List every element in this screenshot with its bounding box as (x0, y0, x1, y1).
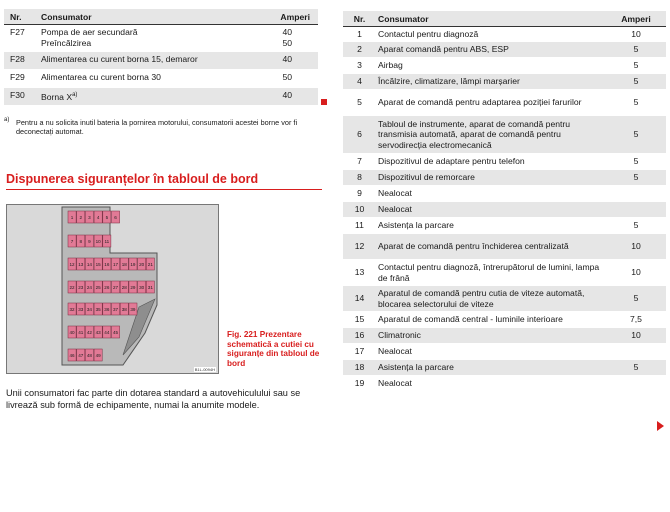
fuse-number-label: 12 (69, 262, 75, 267)
fuse-description: Nealocat (376, 376, 606, 392)
fuse-description-line: Pompa de aer secundară (41, 27, 138, 37)
fuse-description: Aparatul de comandă central - luminile interioare (376, 312, 606, 328)
fuse-number: 5 (343, 90, 376, 116)
header-amperes: Amperi (254, 9, 318, 25)
fuse-number: 15 (343, 312, 376, 328)
fuse-number-label: 10 (95, 239, 101, 244)
fuse-number: 3 (343, 58, 376, 74)
header-amperes: Amperi (606, 11, 666, 27)
table-row (343, 74, 666, 90)
fuse-number-label: 18 (121, 262, 127, 267)
table-row (343, 202, 666, 218)
table-row (343, 186, 666, 202)
fuse-amperes: 10 (606, 260, 666, 286)
fuse-description: Tabloul de instrumente, aparat de comandă pentru transmisia automată, aparat de comandă pentru servodirecția electromecanică (376, 116, 606, 154)
fuse-code: F29 (4, 70, 41, 88)
fuse-number-label: 2 (79, 215, 83, 220)
fuse-number: 6 (343, 116, 376, 154)
fuse-amperes: 50 (254, 70, 318, 88)
fuse-number-label: 35 (95, 307, 101, 312)
fuse-number-label: 17 (112, 262, 119, 267)
fuse-number-label: 39 (130, 307, 136, 312)
fuse-amperes: 5 (606, 42, 666, 58)
fuse-description: Aparat de comandă pentru închiderea centralizată (376, 234, 606, 260)
table-row (343, 376, 666, 392)
fuse-amperes: 5 (606, 58, 666, 74)
fuse-number-label: 45 (112, 330, 119, 335)
fuse-number-label: 34 (86, 307, 93, 312)
fuse-number: 10 (343, 202, 376, 218)
fuse-description: Contactul pentru diagnoză (376, 27, 606, 42)
fuse-number: 16 (343, 328, 376, 344)
fuse-number-label: 36 (104, 307, 110, 312)
fuse-amperes: 10 (606, 27, 666, 42)
fuse-number: 2 (343, 42, 376, 58)
fuse-number-label: 33 (78, 307, 84, 312)
fuse-description-line: Borna X (41, 91, 73, 102)
fuse-amperes: 10 (606, 328, 666, 344)
fuse-number-label: 41 (78, 330, 84, 335)
table-row (4, 25, 318, 52)
fuse-description: Aparat de comandă pentru adaptarea poziției farurilor (376, 90, 606, 116)
right-fuse-table (343, 11, 666, 392)
fuse-description: Contactul pentru diagnoză, întrerupătorul de lumini, lampa de frână (376, 260, 606, 286)
fuse-description: Aparatul de comandă pentru cutia de viteze automată, blocarea selectorului de viteze (376, 286, 606, 312)
fuse-number: 19 (343, 376, 376, 392)
fuse-amperes: 10 (606, 234, 666, 260)
fuse-box-diagram (7, 205, 218, 373)
fuse-number: 17 (343, 344, 376, 360)
fuse-number-label: 27 (112, 285, 119, 290)
fuse-number-label: 43 (95, 330, 101, 335)
header-nr: Nr. (343, 11, 376, 27)
fuse-description: Aparat comandă pentru ABS, ESP (376, 42, 606, 58)
header-nr: Nr. (4, 9, 41, 25)
fuse-number-label: 6 (114, 215, 117, 220)
table-row (343, 90, 666, 116)
fuse-amperes: 7,5 (606, 312, 666, 328)
fuse-number: 13 (343, 260, 376, 286)
fuse-number-label: 1 (70, 215, 74, 220)
fuse-amperes (606, 344, 666, 360)
amperes-value: 50 (282, 37, 292, 48)
fuse-number: 9 (343, 186, 376, 202)
fuse-description: Alimentarea cu curent borna 15, demaror (41, 52, 254, 70)
fuse-amperes: 5 (606, 90, 666, 116)
table-row (343, 260, 666, 286)
fuse-description-line: Preîncălzirea (41, 37, 92, 48)
fuse-number-label: 3 (88, 215, 91, 220)
fuse-amperes (606, 202, 666, 218)
table-row (343, 218, 666, 234)
table-row (4, 52, 318, 70)
fuse-description: Asistența la parcare (376, 218, 606, 234)
table-row (343, 154, 666, 170)
fuse-number-label: 49 (95, 353, 101, 358)
amperes-value: 40 (282, 27, 292, 37)
table-row (4, 88, 318, 106)
table-row (343, 27, 666, 42)
table-row (343, 170, 666, 186)
fuse-description: Dispozitivul de adaptare pentru telefon (376, 154, 606, 170)
fuse-number-label: 47 (78, 353, 84, 358)
table-row (343, 344, 666, 360)
fuse-number-label: 19 (130, 262, 136, 267)
fuse-amperes: 5 (606, 360, 666, 376)
fuse-number-label: 32 (69, 307, 75, 312)
table-row (343, 328, 666, 344)
fuse-number-label: 38 (121, 307, 127, 312)
fuse-number: 12 (343, 234, 376, 260)
fuse-amperes: 5 (606, 286, 666, 312)
fuse-number-label: 5 (105, 215, 109, 220)
fuse-number-label: 42 (86, 330, 93, 335)
footnote (4, 118, 322, 136)
fuse-code: F27 (4, 25, 41, 52)
table-row (343, 312, 666, 328)
fuse-description: Nealocat (376, 186, 606, 202)
fuse-number-label: 37 (112, 307, 119, 312)
fuse-box-figure (6, 204, 219, 374)
fuse-number-label: 20 (139, 262, 145, 267)
fuse-description (41, 25, 254, 52)
fuse-description: Dispozitivul de remorcare (376, 170, 606, 186)
fuse-number-label: 16 (104, 262, 110, 267)
header-consumer: Consumator (41, 9, 254, 25)
fuse-number-label: 24 (86, 285, 93, 290)
fuse-description: Nealocat (376, 202, 606, 218)
table-row (343, 116, 666, 154)
fuse-number-label: 13 (78, 262, 84, 267)
fuse-number: 8 (343, 170, 376, 186)
figure-caption: Fig. 221 Prezentare schematică a cutiei cu siguranțe din tabloul de bord (227, 330, 320, 368)
fuse-number-label: 8 (79, 239, 83, 244)
footnote-ref: a) (72, 92, 78, 98)
fuse-description: Airbag (376, 58, 606, 74)
fuse-number-label: 28 (121, 285, 127, 290)
fuse-number: 18 (343, 360, 376, 376)
fuse-amperes (606, 186, 666, 202)
fuse-number-label: 21 (147, 262, 153, 267)
fuse-number-label: 31 (147, 285, 153, 290)
fuse-number-label: 48 (86, 353, 93, 358)
fuse-number-label: 29 (130, 285, 136, 290)
fuse-amperes (254, 25, 318, 52)
fuse-number: 1 (343, 27, 376, 42)
fuse-number-label: 9 (88, 239, 91, 244)
table-row (343, 58, 666, 74)
fuse-number-label: 23 (78, 285, 84, 290)
fuse-number-label: 4 (96, 215, 100, 220)
fuse-number: 14 (343, 286, 376, 312)
fuse-number-label: 11 (104, 239, 110, 244)
fuse-number-label: 7 (70, 239, 74, 244)
fuse-amperes (606, 376, 666, 392)
fuse-description: Climatronic (376, 328, 606, 344)
left-table-header (4, 9, 318, 25)
fuse-number: 11 (343, 218, 376, 234)
fuse-amperes: 40 (254, 88, 318, 106)
fuse-number: 7 (343, 154, 376, 170)
fuse-description: Nealocat (376, 344, 606, 360)
fuse-number: 4 (343, 74, 376, 90)
fuse-number-label: 46 (69, 353, 75, 358)
fuse-number-label: 26 (104, 285, 110, 290)
header-consumer: Consumator (376, 11, 606, 27)
fuse-number-label: 40 (69, 330, 75, 335)
section-heading: Dispunerea siguranțelor în tabloul de bord (6, 172, 322, 190)
body-paragraph: Unii consumatori fac parte din dotarea standard a autovehiculului sau se livrează sub formă de echipamente, numai la anumite modele. (6, 388, 301, 411)
fuse-description: Asistența la parcare (376, 360, 606, 376)
end-marker-square (321, 99, 327, 105)
table-row (343, 234, 666, 260)
fuse-number-label: 44 (104, 330, 110, 335)
right-table-header (343, 11, 666, 27)
fuse-number-label: 22 (69, 285, 75, 290)
fuse-description (41, 88, 254, 106)
fuse-amperes: 40 (254, 52, 318, 70)
fuse-amperes: 5 (606, 218, 666, 234)
figure-label: B1L-0094H (194, 367, 215, 372)
fuse-code: F28 (4, 52, 41, 70)
fuse-amperes: 5 (606, 154, 666, 170)
fuse-number-label: 14 (86, 262, 93, 267)
fuse-amperes: 5 (606, 170, 666, 186)
continue-arrow-icon (657, 421, 664, 431)
fuse-number-label: 30 (139, 285, 145, 290)
footnote-marker: a) (4, 117, 10, 123)
footnote-text: Pentru a nu solicita inutil bateria la pornirea motorului, consumatorii acestei borne vor fi deconectați automat. (16, 118, 298, 136)
fuse-code: F30 (4, 88, 41, 106)
fuse-description: Alimentarea cu curent borna 30 (41, 70, 254, 88)
table-row (343, 286, 666, 312)
fuse-description: Încălzire, climatizare, lămpi marșarier (376, 74, 606, 90)
table-row (343, 42, 666, 58)
table-row (343, 360, 666, 376)
fuse-number-label: 15 (95, 262, 101, 267)
table-row (4, 70, 318, 88)
fuse-amperes: 5 (606, 74, 666, 90)
left-fuse-table (4, 9, 318, 106)
fuse-amperes: 5 (606, 116, 666, 154)
fuse-number-label: 25 (95, 285, 101, 290)
